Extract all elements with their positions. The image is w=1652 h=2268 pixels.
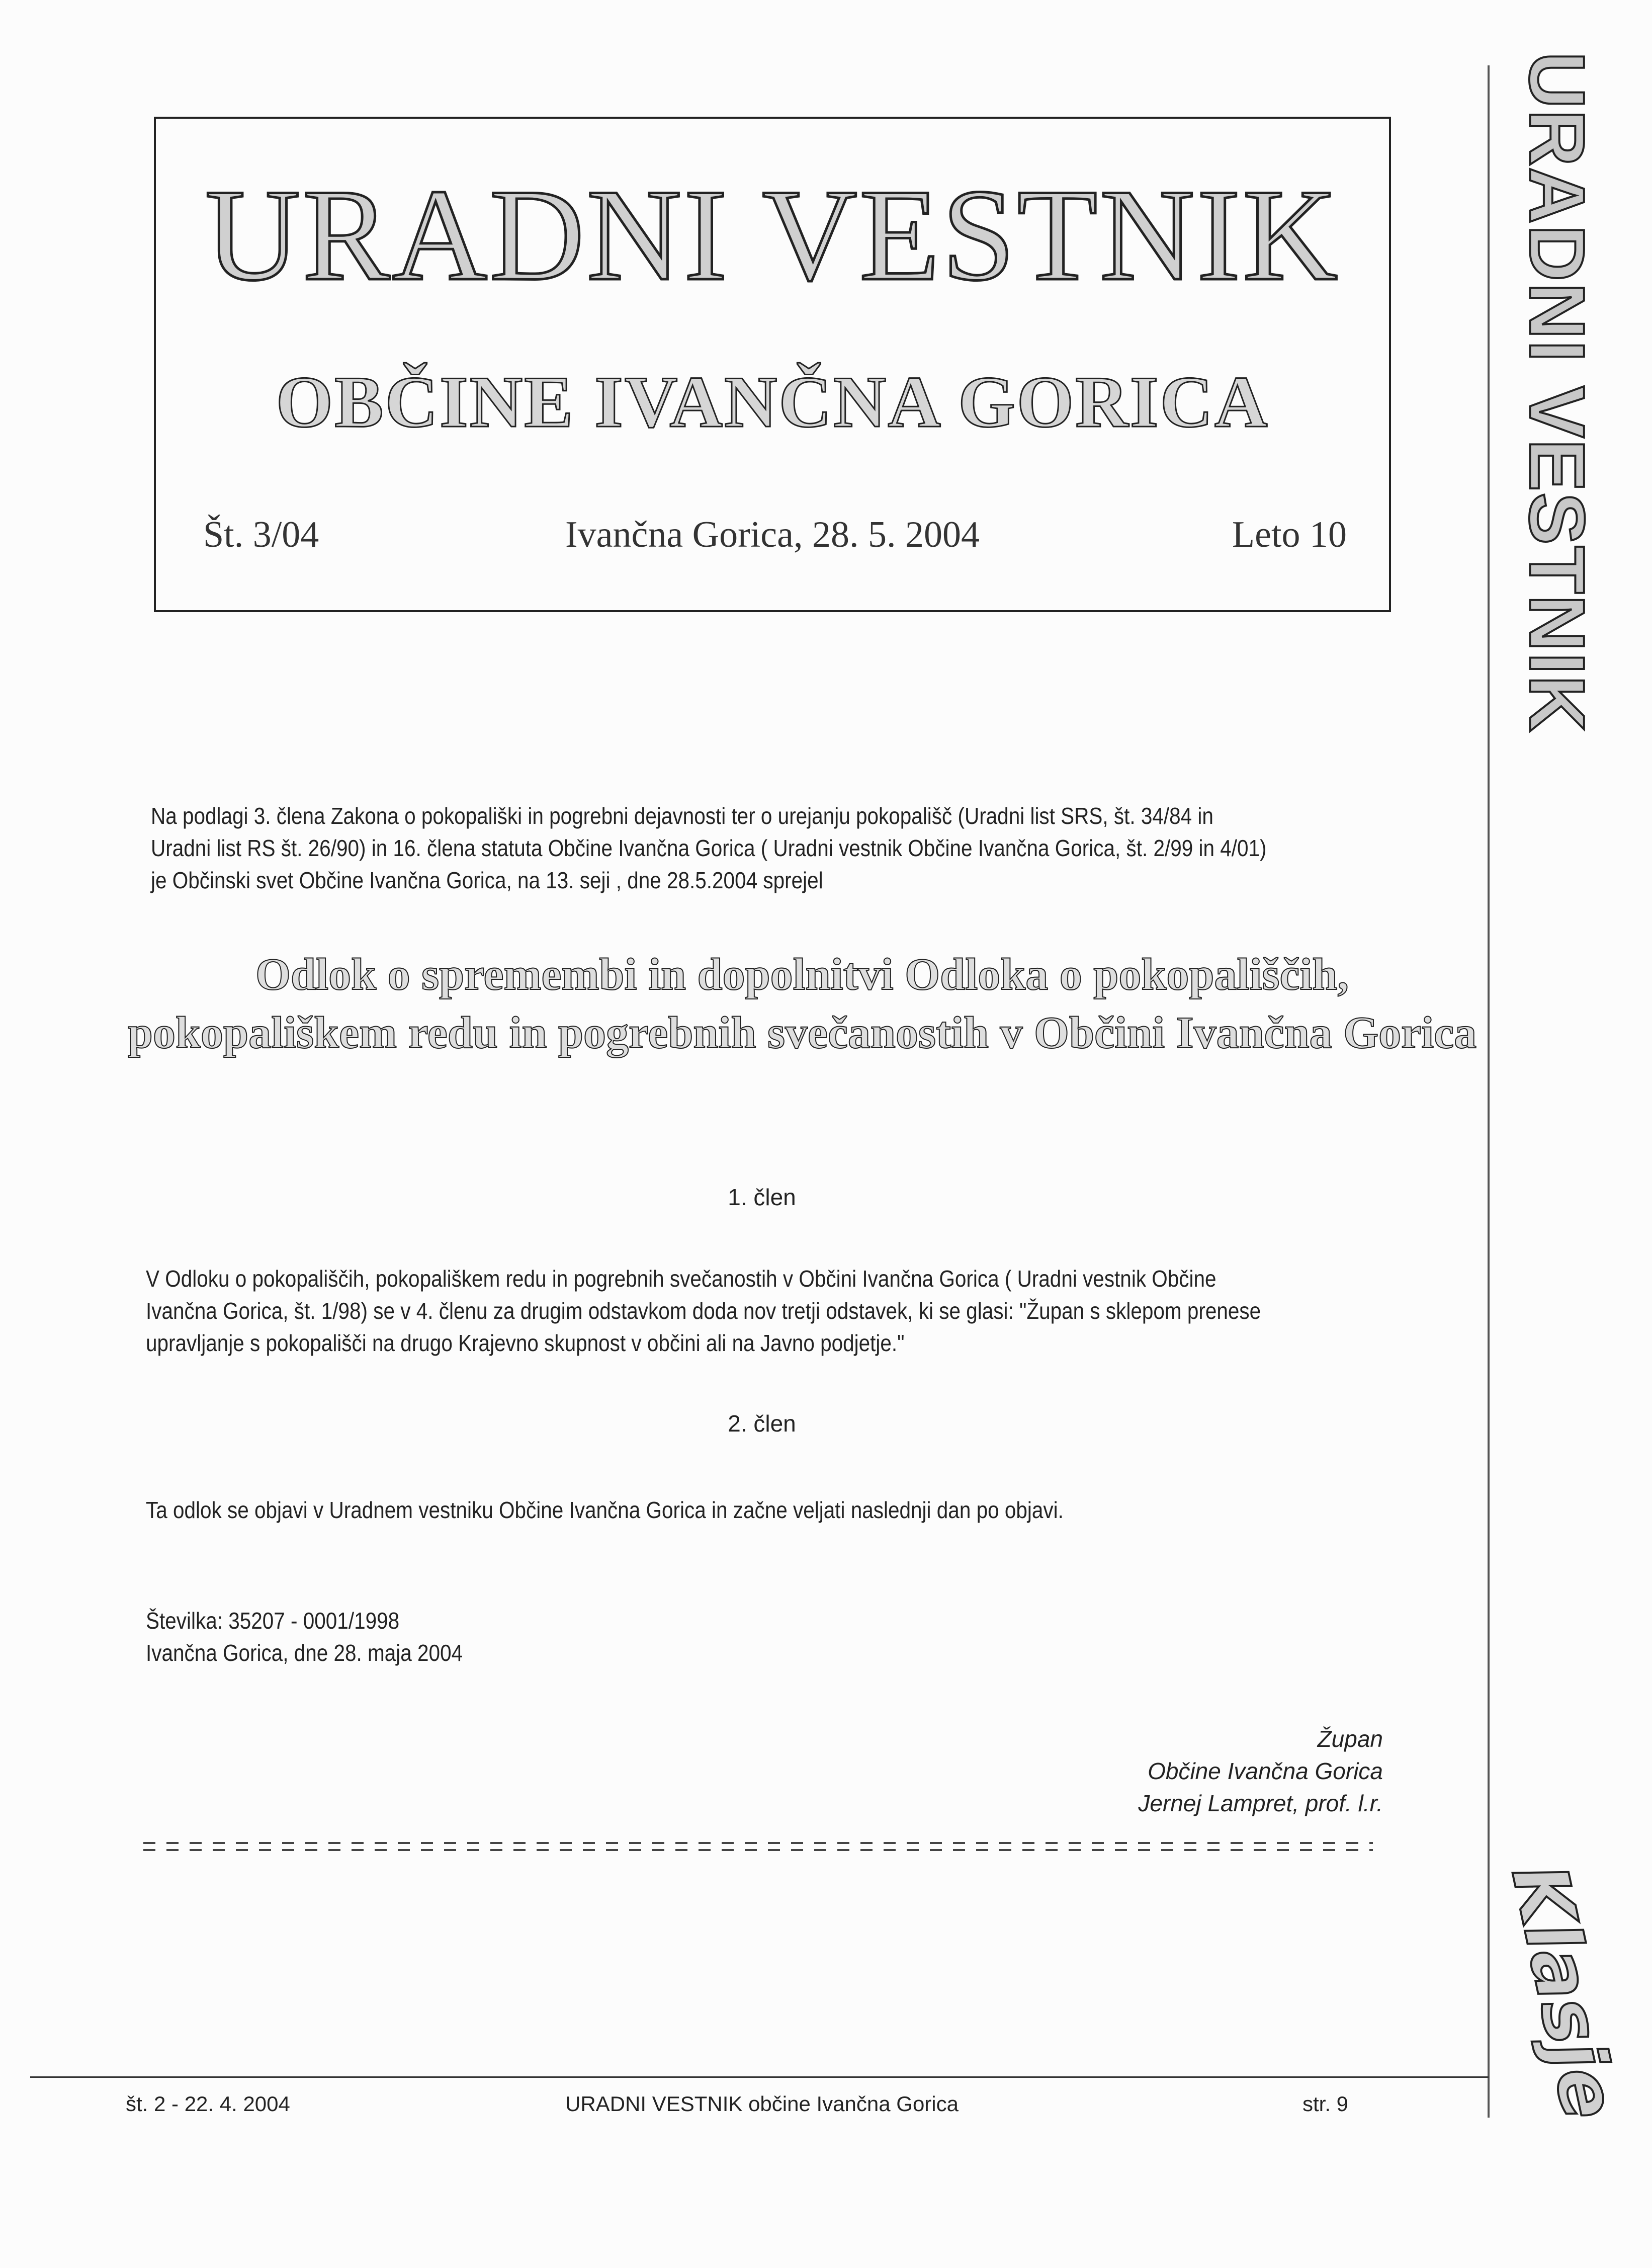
article-2-heading: 2. člen: [728, 1410, 796, 1437]
article-1-heading: 1. člen: [728, 1184, 796, 1210]
footer-publication: URADNI VESTNIK občine Ivančna Gorica: [565, 2092, 959, 2116]
signature-office: Občine Ivančna Gorica: [1148, 1758, 1383, 1784]
double-dashed-separator: [143, 1841, 1373, 1853]
signature-block: [1006, 1723, 1383, 1819]
document-number: Številka: 35207 - 0001/1998: [146, 1608, 400, 1634]
gazette-subtitle: OBČINE IVANČNA GORICA: [276, 361, 1269, 443]
article-1-text: V Odloku o pokopališčih, pokopališkem redu in pogrebnih svečanostih v Občini Ivančna Gorica ( Uradni vestnik Občine Ivančna Gorica, št. 1/98) se v 4. členu za drugim odstavkom doda nov tretji odstavek, ki se glasi: "Župan s sklepom prenese upravljanje s pokopališči na drugo Krajevno skupnost v občini ali na Javno podjetje.": [146, 1266, 1261, 1356]
issue-number: Št. 3/04: [203, 514, 319, 555]
preamble-text: Na podlagi 3. člena Zakona o pokopališki in pogrebni dejavnosti ter o urejanju pokopališč (Uradni list SRS, št. 34/84 in Uradni list RS št. 26/90) in 16. člena statuta Občine Ivančna Gorica ( Uradni vestnik Občine Ivančna Gorica, št. 2/99 in 4/01) je Občinski svet Občine Ivančna Gorica, na 13. seji , dne 28.5.2004 sprejel: [151, 803, 1267, 893]
document-references: [146, 1605, 677, 1669]
signature-name: Jernej Lampret, prof. l.r.: [1138, 1790, 1383, 1816]
article-2-text: Ta odlok se objavi v Uradnem vestniku Občine Ivančna Gorica in začne veljati naslednji dan po objavi.: [146, 1497, 1064, 1523]
footer-rule: [30, 2076, 1489, 2078]
footer-page-number: str. 9: [1302, 2092, 1349, 2116]
issue-year: Leto 10: [1232, 514, 1347, 555]
document-date: Ivančna Gorica, dne 28. maja 2004: [146, 1640, 463, 1666]
side-brand-label: URADNI VESTNIK: [1513, 51, 1601, 733]
klasje-logo: Klasje: [1494, 1857, 1634, 2127]
side-divider: [1488, 65, 1490, 2118]
signature-role: Župan: [1317, 1726, 1383, 1752]
issue-place-date: Ivančna Gorica, 28. 5. 2004: [565, 514, 980, 555]
decision-title: Odlok o spremembi in dopolnitvi Odloka o pokopališčih, pokopališkem redu in pogrebnih svečanostih v Občini Ivančna Gorica: [127, 950, 1477, 1058]
footer-issue: št. 2 - 22. 4. 2004: [126, 2092, 290, 2116]
gazette-title: URADNI VESTNIK: [205, 162, 1340, 308]
masthead-box: [154, 117, 1391, 612]
